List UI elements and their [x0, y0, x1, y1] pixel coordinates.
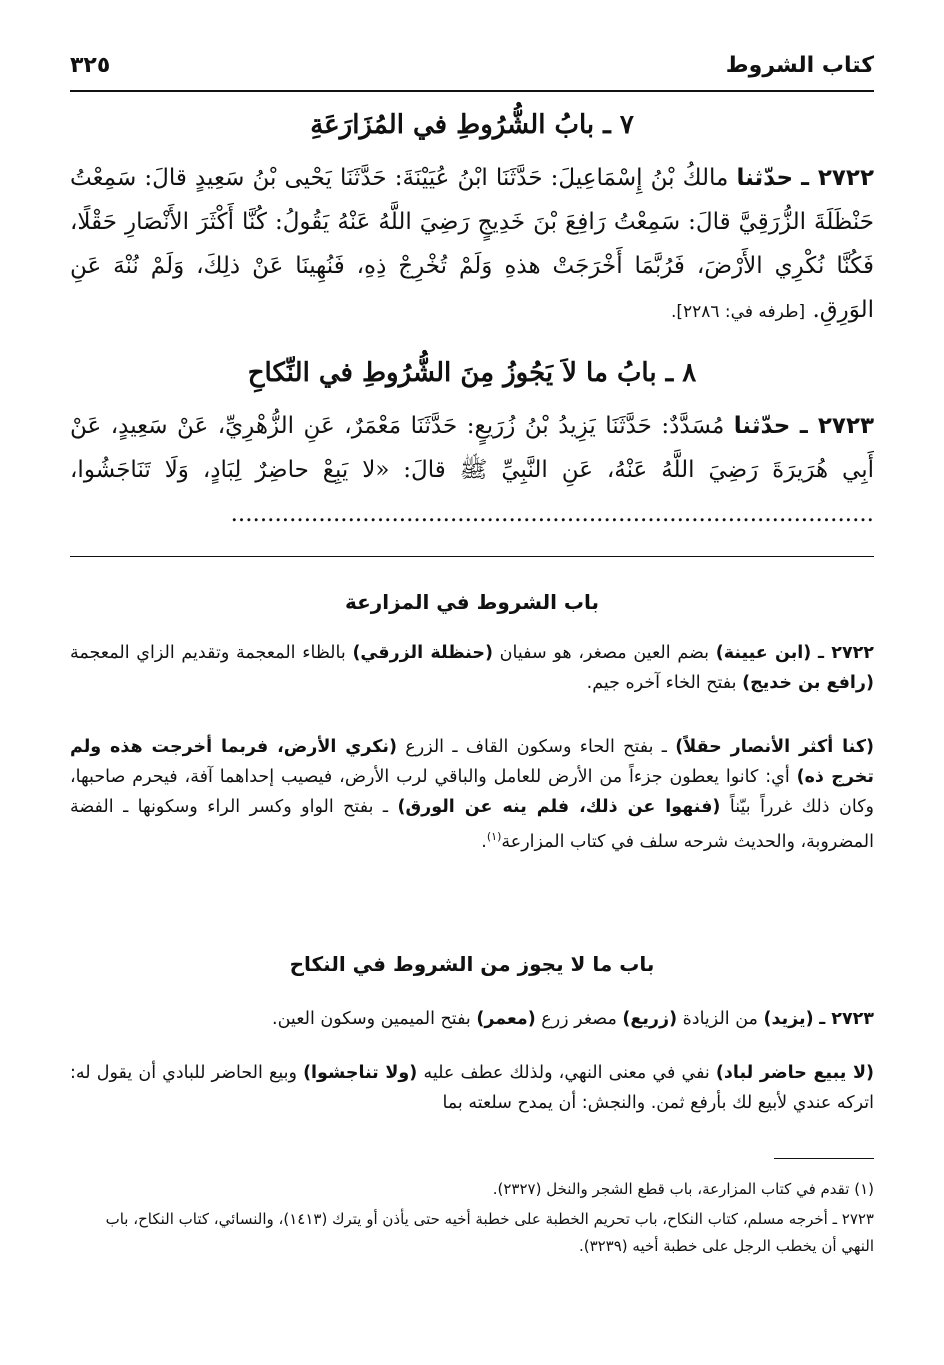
- footnote-1: (١) تقدم في كتاب المزارعة، باب قطع الشجر والنخل (٢٣٢٧).: [492, 1180, 874, 1198]
- hadith-text: مالكُ بْنُ إِسْمَاعِيلَ: حَدَّثَنَا ابْنُ عُيَيْنَةَ: حَدَّثَنَا يَحْيى بْنُ سَعِيدٍ قالَ: سَمِعْتُ حَنْظَلَةَ الزُّرَقِيَّ قالَ: سَمِعْتُ رَافِعَ بْنَ خَدِيجٍ رَضِيَ اللَّهُ عَنْهُ يَقُولُ: كُنَّا أَكْثَرَ الأَنْصَارِ حَقْلًا، فَكُنَّا نُكْرِي الأَرْضَ، فَرُبَّمَا أَخْرَجَتْ هذهِ وَلَمْ تُخْرِجْ ذِهِ، فَنُهِينَا عَنْ ذلِكَ، وَلَمْ نُنْهَ عَنِ الوَرِقِ.: [70, 165, 874, 323]
- gloss: بالظاء المعجمة وتقديم الزاي المعجمة: [70, 643, 353, 663]
- gloss: بفتح الميمين وسكون العين.: [272, 1009, 477, 1029]
- page-number: ٣٢٥: [70, 52, 111, 78]
- hadith-opening: حدّثنا: [733, 413, 791, 439]
- commentary-number: ٢٧٢٢ ـ: [818, 643, 874, 663]
- commentary-title-1: باب الشروط في المزارعة: [344, 590, 600, 614]
- page-header: [70, 46, 874, 84]
- gloss: ـ بفتح الواو وكسر الراء وسكونها ـ الفضة المضروبة، والحديث شرحه سلف في كتاب المزارعة: [70, 797, 874, 852]
- commentary-title-2: باب ما لا يجوز من الشروط في النكاح: [289, 952, 655, 976]
- lemma: (حنظلة الزرقي): [352, 643, 493, 663]
- commentary-paragraph-2722-cont: [70, 732, 874, 857]
- lemma: (فنهوا عن ذلك، فلم ينه عن الورق): [397, 797, 721, 817]
- hadith-opening: حدّثنا: [736, 165, 794, 191]
- gloss: نفي في معنى النهي، ولذلك عطف عليه: [417, 1063, 716, 1083]
- lemma: (رافع بن خديج): [742, 673, 874, 693]
- matn-commentary-divider: [70, 556, 874, 557]
- lemma: (نكري الأرض، فربما أخرجت هذه ولم تخرج ذه): [70, 737, 874, 787]
- lemma: (كنا أكثر الأنصار حقلاً): [675, 737, 874, 757]
- hadith-number: ٢٧٢٣ ـ: [799, 413, 875, 439]
- running-title: كتاب الشروط: [725, 52, 874, 78]
- lemma: (ابن عيينة): [715, 643, 812, 663]
- lemma: (زريع): [622, 1009, 678, 1029]
- cross-reference: [طرفه في: ٢٢٨٦].: [670, 302, 806, 322]
- gloss: .: [481, 831, 487, 852]
- gloss: مصغر زرع: [535, 1009, 623, 1029]
- commentary-number: ٢٧٢٣ ـ: [819, 1009, 874, 1029]
- gloss: من الزيادة: [677, 1009, 764, 1029]
- chapter-title-7: ٧ ـ بابُ الشُّرُوطِ في المُزَارَعَةِ: [310, 110, 634, 140]
- gloss: أي: كانوا يعطون جزءاً من الأرض للعامل والباقي لرب الأرض، فيصيب إحداهما آفة، فيحرم صاحبها، وكان ذلك غرراً بيّناً: [70, 767, 874, 817]
- lemma: (معمر): [476, 1009, 536, 1029]
- hadith-2722: [70, 156, 874, 334]
- lemma: (يزيد): [763, 1009, 814, 1029]
- gloss: بضم العين مصغر، هو سفيان: [492, 643, 716, 663]
- commentary-paragraph-2723-cont: [70, 1058, 874, 1118]
- hadith-number: ٢٧٢٢ ـ: [801, 165, 874, 191]
- commentary-paragraph-2722: [70, 638, 874, 698]
- lemma: (ولا تناجشوا): [303, 1063, 418, 1083]
- header-rule: [70, 90, 874, 92]
- lemma: (لا يبيع حاضر لباد): [715, 1063, 874, 1083]
- hadith-2723: [70, 404, 874, 536]
- gloss: بفتح الخاء آخره جيم.: [586, 673, 743, 693]
- ellipsis-dots: ........................................................................................: [230, 501, 874, 527]
- footnote-2723: ٢٧٢٣ ـ أخرجه مسلم، كتاب النكاح، باب تحريم الخطبة على خطبة أخيه حتى يأذن أو يترك (١٤١٣)، والنسائي، كتاب النكاح، باب النهي أن يخطب الرجل على خطبة أخيه (٣٢٣٩).: [105, 1210, 874, 1255]
- footnote-rule: [774, 1158, 874, 1159]
- commentary-paragraph-2723: [70, 1004, 874, 1034]
- gloss: ـ بفتح الحاء وسكون القاف ـ الزرع: [396, 737, 676, 757]
- hadith-text: مُسَدَّدٌ: حَدَّثَنَا يَزِيدُ بْنُ زُرَيعٍ: حَدَّثَنَا مَعْمَرٌ، عَنِ الزُّهْرِيِّ، عَنْ سَعِيدٍ، عَنْ أَبِي هُرَيرَةَ رَضِيَ اللَّهُ عَنْهُ، عَنِ النَّبِيِّ ﷺ قالَ: «لا يَبِعْ حاضِرٌ لِبَادٍ، وَلَا تَنَاجَشُوا،: [70, 413, 874, 483]
- chapter-title-8: ٨ ـ بابُ ما لاَ يَجُوزُ مِنَ الشُّرُوطِ في النِّكاحِ: [247, 358, 697, 388]
- footnote-ref[interactable]: (١): [486, 830, 502, 843]
- gloss: وبيع الحاضر للبادي أن يقول له: اتركه عندي لأبيع لك بأرفع ثمن. والنجش: أن يمدح سلعته بما: [70, 1063, 874, 1113]
